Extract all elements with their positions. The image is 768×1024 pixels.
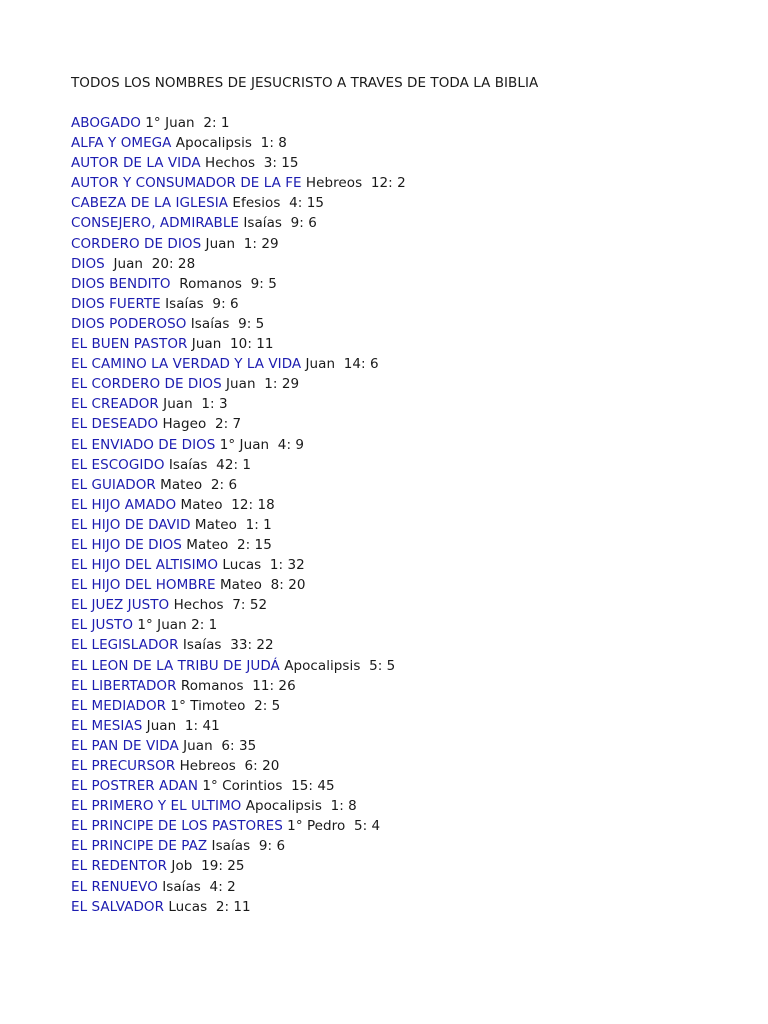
list-item xyxy=(71,354,406,374)
christ-name: EL CREADOR xyxy=(71,396,159,413)
list-item xyxy=(71,113,406,133)
christ-name: EL HIJO DEL HOMBRE xyxy=(71,577,216,594)
bible-reference: Apocalipsis 1: 8 xyxy=(171,135,287,152)
list-item xyxy=(71,595,406,615)
bible-reference: Mateo 8: 20 xyxy=(215,577,306,594)
bible-reference: 1° Juan 2: 1 xyxy=(133,617,218,634)
bible-reference: Juan 14: 6 xyxy=(301,356,379,373)
list-item xyxy=(71,635,406,655)
names-list xyxy=(71,113,406,917)
list-item xyxy=(71,133,406,153)
bible-reference: Isaías 9: 6 xyxy=(160,295,239,312)
bible-reference: Mateo 12: 18 xyxy=(176,496,275,513)
christ-name: EL JUSTO xyxy=(71,617,134,634)
christ-name: EL LIBERTADOR xyxy=(71,677,177,694)
list-item xyxy=(71,877,406,897)
bible-reference: Mateo 1: 1 xyxy=(190,516,272,533)
christ-name: EL ESCOGIDO xyxy=(71,456,165,473)
bible-reference: Juan 1: 41 xyxy=(142,717,220,734)
christ-name: EL DESEADO xyxy=(71,416,159,433)
bible-reference: 1° Juan 4: 9 xyxy=(215,436,305,453)
list-item xyxy=(71,294,406,314)
bible-reference: Juan 1: 29 xyxy=(201,235,279,252)
bible-reference: Isaías 4: 2 xyxy=(157,878,236,895)
christ-name: DIOS xyxy=(71,255,105,272)
list-item xyxy=(71,153,406,173)
list-item xyxy=(71,696,406,716)
list-item xyxy=(71,615,406,635)
bible-reference: Mateo 2: 15 xyxy=(181,536,272,553)
list-item xyxy=(71,836,406,856)
bible-reference: Isaías 9: 6 xyxy=(207,838,286,855)
list-item xyxy=(71,435,406,455)
list-item xyxy=(71,254,406,274)
document-title: TODOS LOS NOMBRES DE JESUCRISTO A TRAVES DE TODA LA BIBLIA xyxy=(71,75,539,91)
bible-reference: Juan 1: 3 xyxy=(158,396,228,413)
christ-name: EL MEDIADOR xyxy=(71,697,167,714)
list-item xyxy=(71,234,406,254)
bible-reference: 1° Juan 2: 1 xyxy=(140,115,230,131)
list-item xyxy=(71,334,406,354)
list-item xyxy=(71,475,406,495)
list-item xyxy=(71,736,406,756)
bible-reference: Isaías 42: 1 xyxy=(164,456,252,473)
christ-name: EL HIJO AMADO xyxy=(71,496,177,513)
christ-name: EL JUEZ JUSTO xyxy=(71,597,170,614)
list-item xyxy=(71,676,406,696)
christ-name: EL ENVIADO DE DIOS xyxy=(71,436,216,453)
list-item xyxy=(71,716,406,736)
list-item xyxy=(71,394,406,414)
list-item xyxy=(71,816,406,836)
christ-name: AUTOR DE LA VIDA xyxy=(71,155,201,172)
bible-reference: Job 19: 25 xyxy=(167,858,245,875)
bible-reference: Juan 20: 28 xyxy=(104,255,196,272)
bible-reference: Juan 1: 29 xyxy=(221,376,300,393)
list-item xyxy=(71,193,406,213)
christ-name: CABEZA DE LA IGLESIA xyxy=(71,195,229,212)
list-item xyxy=(71,535,406,555)
list-item xyxy=(71,656,406,676)
bible-reference: 1° Corintios 15: 45 xyxy=(197,778,335,795)
christ-name: CORDERO DE DIOS xyxy=(71,235,202,252)
christ-name: EL LEGISLADOR xyxy=(71,637,179,654)
bible-reference: Isaías 9: 6 xyxy=(239,215,317,232)
bible-reference: Hebreos 6: 20 xyxy=(175,758,280,774)
christ-name: CONSEJERO, ADMIRABLE xyxy=(71,215,239,232)
list-item xyxy=(71,555,406,575)
christ-name: EL HIJO DE DIOS xyxy=(71,536,182,553)
list-item xyxy=(71,173,406,193)
bible-reference: Hageo 2: 7 xyxy=(158,416,242,433)
bible-reference: 1° Timoteo 2: 5 xyxy=(166,697,281,714)
christ-name: EL RENUEVO xyxy=(71,878,158,895)
list-item xyxy=(71,776,406,796)
bible-reference: Apocalipsis 1: 8 xyxy=(241,798,357,815)
list-item xyxy=(71,374,406,394)
christ-name: EL SALVADOR xyxy=(71,898,164,915)
christ-name: DIOS FUERTE xyxy=(71,295,161,312)
christ-name: EL PRINCIPE DE PAZ xyxy=(71,838,208,855)
christ-name: DIOS BENDITO xyxy=(71,275,171,292)
list-item xyxy=(71,897,406,917)
bible-reference: Apocalipsis 5: 5 xyxy=(279,657,396,674)
list-item xyxy=(71,756,406,776)
list-item xyxy=(71,856,406,876)
christ-name: EL HIJO DEL ALTISIMO xyxy=(71,557,219,574)
christ-name: EL GUIADOR xyxy=(71,476,156,493)
bible-reference: 1° Pedro 5: 4 xyxy=(282,818,381,835)
bible-reference: Juan 10: 11 xyxy=(187,336,274,353)
bible-reference: Romanos 9: 5 xyxy=(170,275,277,292)
christ-name: EL POSTRER ADAN xyxy=(71,778,198,795)
list-item xyxy=(71,575,406,595)
christ-name: EL PRINCIPE DE LOS PASTORES xyxy=(71,818,283,835)
list-item xyxy=(71,455,406,475)
christ-name: DIOS PODEROSO xyxy=(71,315,187,332)
christ-name: EL MESIAS xyxy=(71,717,143,734)
list-item xyxy=(71,314,406,334)
christ-name: EL CAMINO LA VERDAD Y LA VIDA xyxy=(71,356,302,373)
christ-name: ABOGADO xyxy=(71,115,141,131)
christ-name: EL REDENTOR xyxy=(71,858,168,875)
bible-reference: Lucas 2: 11 xyxy=(164,898,251,915)
bible-reference: Hechos 3: 15 xyxy=(200,155,299,172)
christ-name: EL HIJO DE DAVID xyxy=(71,516,191,533)
christ-name: EL LEON DE LA TRIBU DE JUDÁ xyxy=(71,657,280,674)
bible-reference: Romanos 11: 26 xyxy=(176,677,296,694)
bible-reference: Isaías 33: 22 xyxy=(178,637,274,654)
list-item xyxy=(71,495,406,515)
bible-reference: Lucas 1: 32 xyxy=(218,557,305,574)
bible-reference: Juan 6: 35 xyxy=(178,737,257,754)
christ-name: EL PRIMERO Y EL ULTIMO xyxy=(71,798,242,815)
list-item xyxy=(71,515,406,535)
bible-reference: Isaías 9: 5 xyxy=(186,315,265,332)
bible-reference: Efesios 4: 15 xyxy=(228,195,324,212)
christ-name: ALFA Y OMEGA xyxy=(71,135,172,152)
christ-name: EL BUEN PASTOR xyxy=(71,336,188,353)
bible-reference: Hebreos 12: 2 xyxy=(301,175,406,192)
christ-name: EL PRECURSOR xyxy=(71,758,176,774)
bible-reference: Mateo 2: 6 xyxy=(155,476,238,493)
list-item xyxy=(71,213,406,233)
christ-name: EL CORDERO DE DIOS xyxy=(71,376,222,393)
christ-name: AUTOR Y CONSUMADOR DE LA FE xyxy=(71,175,302,192)
bible-reference: Hechos 7: 52 xyxy=(169,597,268,614)
christ-name: EL PAN DE VIDA xyxy=(71,737,179,754)
list-item xyxy=(71,796,406,816)
list-item xyxy=(71,274,406,294)
list-item xyxy=(71,414,406,434)
